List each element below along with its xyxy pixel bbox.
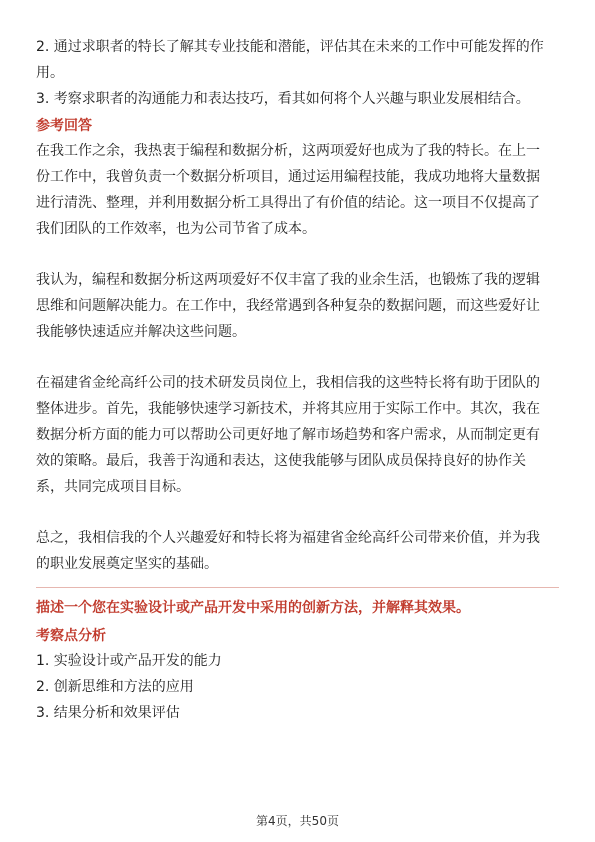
- reference-answer-section: [36, 114, 559, 577]
- answer-paragraph-2-line: 思维和问题解决能力。在工作中，我经常遇到各种复杂的数据问题，而这些爱好让: [36, 298, 540, 314]
- answer-paragraph-3-line: 在福建省金纶高纤公司的技术研发员岗位上，我相信我的这些特长将有助于团队的: [36, 375, 540, 391]
- answer-paragraph-1-line: 在我工作之余，我热衷于编程和数据分析，这两项爱好也成为了我的特长。在上一: [36, 143, 540, 159]
- answer-paragraph-1-line: 进行清洗、整理，并利用数据分析工具得出了有价值的结论。这一项目不仅提高了: [36, 195, 540, 211]
- reference-answer-heading: 参考回答: [36, 118, 92, 134]
- analysis-heading: 考察点分析: [36, 628, 106, 644]
- answer-paragraph-2-line: 我能够快速适应并解决这些问题。: [36, 324, 246, 340]
- answer-paragraph-3: [36, 370, 559, 500]
- answer-paragraph-3-line: 整体进步。首先，我能够快速学习新技术，并将其应用于实际工作中。其次，我在: [36, 401, 540, 417]
- answer-paragraph-1: [36, 138, 559, 242]
- answer-paragraph-1-line: 份工作中，我曾负责一个数据分析项目，通过运用编程技能，我成功地将大量数据: [36, 169, 540, 185]
- paragraph-gap: [36, 500, 559, 525]
- next-question-section: [36, 596, 559, 726]
- answer-paragraph-3-line: 效的策略。最后，我善于沟通和表达，这使我能够与团队成员保持良好的协作关: [36, 453, 526, 469]
- analysis-point-2: 2. 创新思维和方法的应用: [36, 679, 194, 695]
- answer-paragraph-3-line: 数据分析方面的能力可以帮助公司更好地了解市场趋势和客户需求，从而制定更有: [36, 427, 540, 443]
- answer-paragraph-4-line: 总之，我相信我的个人兴趣爱好和特长将为福建省金纶高纤公司带来价值，并为我: [36, 530, 540, 546]
- evaluation-point-3: 3. 考察求职者的沟通能力和表达技巧，看其如何将个人兴趣与职业发展相结合。: [36, 91, 530, 107]
- evaluation-points-continued: [36, 0, 559, 112]
- page-footer: [0, 812, 595, 829]
- answer-paragraph-4: [36, 525, 559, 577]
- analysis-point-3: 3. 结果分析和效果评估: [36, 705, 180, 721]
- document-page: [36, 0, 559, 726]
- paragraph-gap: [36, 345, 559, 370]
- paragraph-gap: [36, 242, 559, 267]
- analysis-point-1: 1. 实验设计或产品开发的能力: [36, 653, 222, 669]
- answer-paragraph-4-line: 的职业发展奠定坚实的基础。: [36, 556, 218, 572]
- answer-paragraph-2-line: 我认为，编程和数据分析这两项爱好不仅丰富了我的业余生活，也锻炼了我的逻辑: [36, 272, 540, 288]
- section-divider: [36, 587, 559, 588]
- evaluation-point-2-line-2: 用。: [36, 65, 64, 81]
- question-title: 描述一个您在实验设计或产品开发中采用的创新方法，并解释其效果。: [36, 600, 470, 616]
- answer-paragraph-3-line: 系，共同完成项目目标。: [36, 479, 190, 495]
- answer-paragraph-1-line: 我们团队的工作效率，也为公司节省了成本。: [36, 221, 316, 237]
- evaluation-point-2-line-1: 2. 通过求职者的特长了解其专业技能和潜能，评估其在未来的工作中可能发挥的作: [36, 39, 544, 55]
- answer-paragraph-2: [36, 267, 559, 345]
- page-number: 第4页，共50页: [256, 814, 339, 828]
